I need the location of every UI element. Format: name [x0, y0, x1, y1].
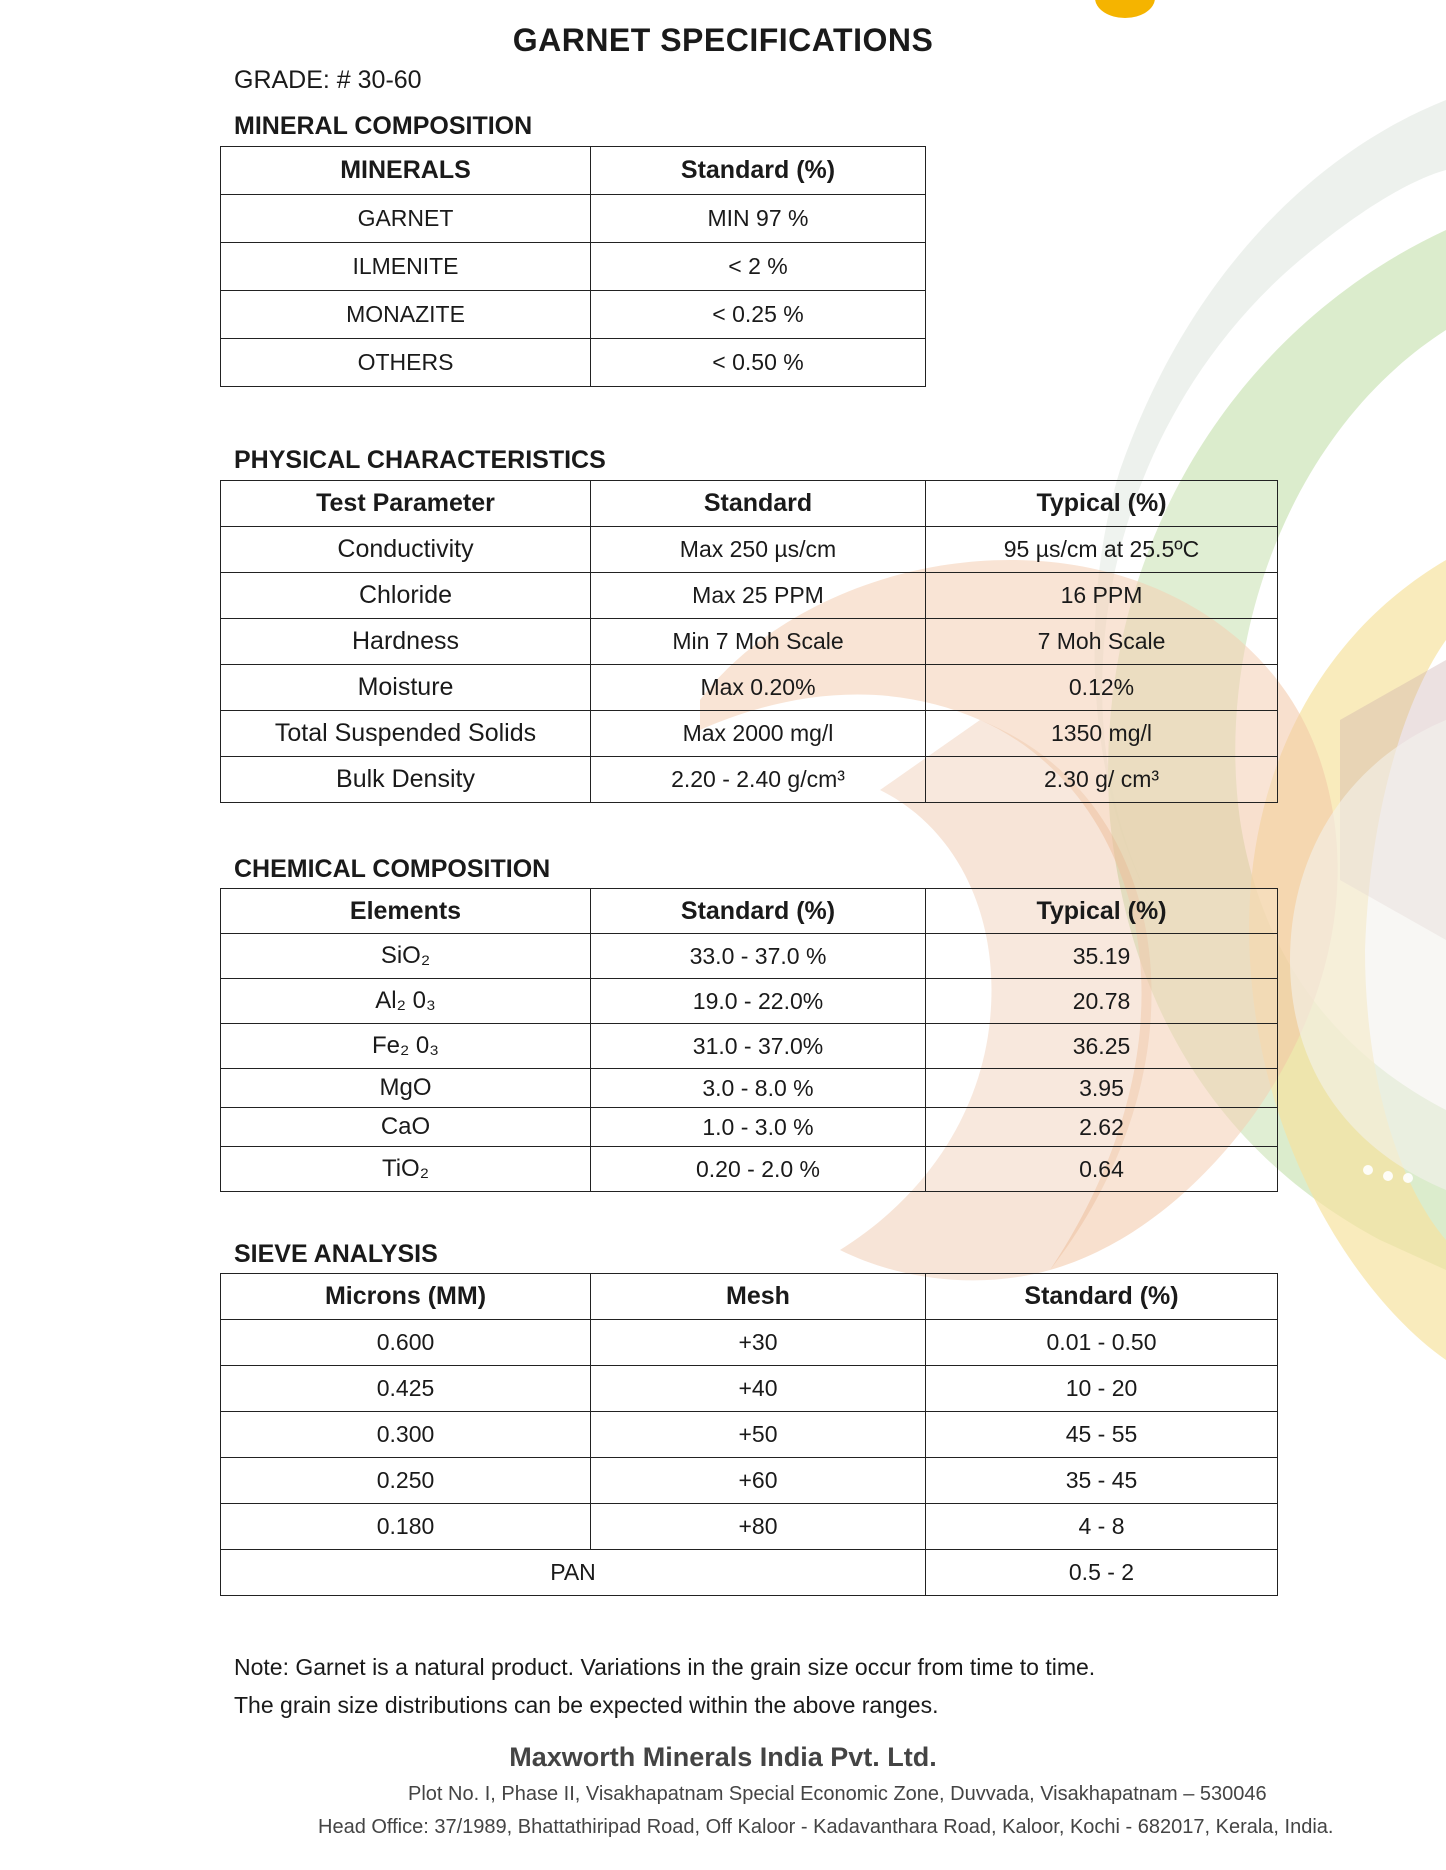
table-cell: Total Suspended Solids	[221, 711, 591, 757]
table-cell: 7 Moh Scale	[926, 619, 1278, 665]
mineral-composition-table	[220, 146, 926, 387]
table-row	[221, 1366, 1278, 1412]
column-header: Standard (%)	[591, 147, 926, 195]
table-cell: Al₂ 0₃	[221, 979, 591, 1024]
table-row	[221, 1550, 1278, 1596]
column-header: Standard (%)	[591, 889, 926, 934]
table-cell: Max 25 PPM	[591, 573, 926, 619]
table-row	[221, 1320, 1278, 1366]
table-row	[221, 1412, 1278, 1458]
table-row	[221, 665, 1278, 711]
table-row	[221, 1069, 1278, 1108]
table-cell: Max 0.20%	[591, 665, 926, 711]
column-header: Elements	[221, 889, 591, 934]
company-name: Maxworth Minerals India Pvt. Ltd.	[509, 1742, 937, 1772]
note-line-2: The grain size distributions can be expected within the above ranges.	[234, 1692, 939, 1718]
column-header: Typical (%)	[926, 889, 1278, 934]
table-cell: Max 2000 mg/l	[591, 711, 926, 757]
table-cell: 35 - 45	[926, 1458, 1278, 1504]
table-row	[221, 243, 926, 291]
mineral-composition-heading: MINERAL COMPOSITION	[234, 112, 533, 140]
physical-characteristics-heading: PHYSICAL CHARACTERISTICS	[234, 446, 606, 474]
table-header-row	[221, 889, 1278, 934]
column-header: Microns (MM)	[221, 1274, 591, 1320]
table-cell: Bulk Density	[221, 757, 591, 803]
address-line-1: Plot No. I, Phase II, Visakhapatnam Special Economic Zone, Duvvada, Visakhapatnam – 530046	[408, 1783, 1267, 1805]
table-row	[221, 1024, 1278, 1069]
table-cell: GARNET	[221, 195, 591, 243]
table-row	[221, 1108, 1278, 1147]
table-cell: Conductivity	[221, 527, 591, 573]
note-line-1: Note: Garnet is a natural product. Variations in the grain size occur from time to time.	[234, 1654, 1096, 1680]
table-cell: 16 PPM	[926, 573, 1278, 619]
table-cell: < 0.50 %	[591, 339, 926, 387]
sieve-analysis-heading: SIEVE ANALYSIS	[234, 1240, 438, 1268]
table-cell: +50	[591, 1412, 926, 1458]
table-header-row	[221, 147, 926, 195]
pan-value-cell: 0.5 - 2	[926, 1550, 1278, 1596]
address-line-2: Head Office: 37/1989, Bhattathiripad Road, Off Kaloor - Kadavanthara Road, Kaloor, Kochi - 682017, Kerala, India.	[318, 1816, 1334, 1838]
table-row	[221, 527, 1278, 573]
chemical-composition-heading: CHEMICAL COMPOSITION	[234, 855, 551, 883]
table-cell: 0.20 - 2.0 %	[591, 1147, 926, 1192]
table-cell: < 2 %	[591, 243, 926, 291]
table-cell: 3.0 - 8.0 %	[591, 1069, 926, 1108]
table-row	[221, 1504, 1278, 1550]
chemical-composition-table	[220, 888, 1278, 1192]
table-row	[221, 934, 1278, 979]
table-cell: 10 - 20	[926, 1366, 1278, 1412]
table-cell: 95 µs/cm at 25.5ºC	[926, 527, 1278, 573]
table-cell: 0.425	[221, 1366, 591, 1412]
table-cell: +40	[591, 1366, 926, 1412]
table-cell: 1.0 - 3.0 %	[591, 1108, 926, 1147]
table-cell: 2.30 g/ cm³	[926, 757, 1278, 803]
table-cell: 2.20 - 2.40 g/cm³	[591, 757, 926, 803]
table-cell: 0.01 - 0.50	[926, 1320, 1278, 1366]
table-row	[221, 573, 1278, 619]
table-cell: 0.250	[221, 1458, 591, 1504]
table-row	[221, 1147, 1278, 1192]
table-header-row	[221, 1274, 1278, 1320]
table-cell: 35.19	[926, 934, 1278, 979]
table-cell: Chloride	[221, 573, 591, 619]
table-header-row	[221, 481, 1278, 527]
table-row	[221, 711, 1278, 757]
table-cell: 0.64	[926, 1147, 1278, 1192]
table-row	[221, 291, 926, 339]
table-cell: Min 7 Moh Scale	[591, 619, 926, 665]
column-header: MINERALS	[221, 147, 591, 195]
table-cell: +30	[591, 1320, 926, 1366]
table-cell: MIN 97 %	[591, 195, 926, 243]
table-cell: 31.0 - 37.0%	[591, 1024, 926, 1069]
column-header: Typical (%)	[926, 481, 1278, 527]
table-cell: OTHERS	[221, 339, 591, 387]
table-cell: 20.78	[926, 979, 1278, 1024]
table-cell: TiO₂	[221, 1147, 591, 1192]
pan-label-cell: PAN	[221, 1550, 926, 1596]
physical-characteristics-table	[220, 480, 1278, 803]
column-header: Standard (%)	[926, 1274, 1278, 1320]
table-cell: MgO	[221, 1069, 591, 1108]
table-cell: CaO	[221, 1108, 591, 1147]
table-cell: 2.62	[926, 1108, 1278, 1147]
page-title: GARNET SPECIFICATIONS	[512, 22, 934, 58]
table-cell: Hardness	[221, 619, 591, 665]
table-cell: 19.0 - 22.0%	[591, 979, 926, 1024]
table-row	[221, 979, 1278, 1024]
table-cell: < 0.25 %	[591, 291, 926, 339]
column-header: Standard	[591, 481, 926, 527]
table-cell: 36.25	[926, 1024, 1278, 1069]
table-cell: Fe₂ 0₃	[221, 1024, 591, 1069]
table-cell: Max 250 µs/cm	[591, 527, 926, 573]
table-cell: 1350 mg/l	[926, 711, 1278, 757]
table-row	[221, 339, 926, 387]
table-cell: +60	[591, 1458, 926, 1504]
table-cell: SiO₂	[221, 934, 591, 979]
grade-label: GRADE: # 30-60	[234, 66, 422, 94]
column-header: Test Parameter	[221, 481, 591, 527]
table-row	[221, 757, 1278, 803]
table-cell: MONAZITE	[221, 291, 591, 339]
table-cell: +80	[591, 1504, 926, 1550]
sieve-analysis-table	[220, 1273, 1278, 1596]
column-header: Mesh	[591, 1274, 926, 1320]
table-cell: 0.180	[221, 1504, 591, 1550]
table-cell: 0.600	[221, 1320, 591, 1366]
table-row	[221, 195, 926, 243]
table-cell: ILMENITE	[221, 243, 591, 291]
table-cell: 3.95	[926, 1069, 1278, 1108]
table-cell: 0.12%	[926, 665, 1278, 711]
table-row	[221, 1458, 1278, 1504]
table-cell: 0.300	[221, 1412, 591, 1458]
table-cell: 4 - 8	[926, 1504, 1278, 1550]
table-row	[221, 619, 1278, 665]
table-cell: 33.0 - 37.0 %	[591, 934, 926, 979]
table-cell: 45 - 55	[926, 1412, 1278, 1458]
table-cell: Moisture	[221, 665, 591, 711]
